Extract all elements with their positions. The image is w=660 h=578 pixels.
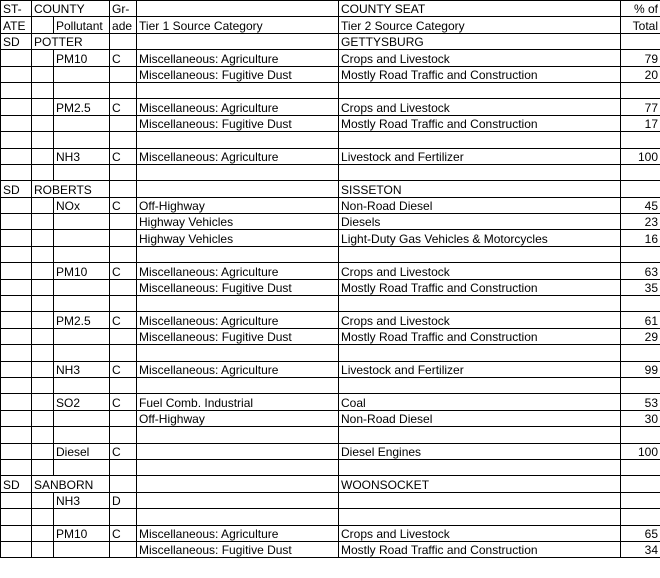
cell-percent-total [621, 377, 660, 393]
cell-grade: C [110, 525, 137, 541]
cell-grade [110, 509, 137, 525]
cell-tier1-source: Miscellaneous: Fugitive Dust [137, 541, 339, 557]
cell-state: SD [1, 476, 32, 492]
cell-county [32, 115, 54, 131]
cell-pollutant: Pollutant [54, 17, 110, 33]
cell-tier2-source: Crops and Livestock [339, 99, 621, 115]
cell-pollutant: SO2 [54, 394, 110, 410]
cell-tier1-source [137, 1, 339, 17]
cell-tier1-source [137, 509, 339, 525]
table-row [1, 427, 660, 443]
cell-pollutant: PM10 [54, 263, 110, 279]
table-row [1, 214, 660, 230]
cell-percent-total [621, 164, 660, 180]
cell-percent-total: 35 [621, 279, 660, 295]
cell-percent-total: 20 [621, 66, 660, 82]
cell-county [32, 132, 54, 148]
cell-tier2-source [339, 132, 621, 148]
cell-grade [110, 230, 137, 246]
table-row [1, 345, 660, 361]
cell-county [32, 263, 54, 279]
cell-county [32, 312, 54, 328]
cell-tier2-source: GETTYSBURG [339, 33, 621, 49]
table-row [1, 132, 660, 148]
cell-tier2-source: Crops and Livestock [339, 312, 621, 328]
table-row [1, 263, 660, 279]
cell-percent-total: 77 [621, 99, 660, 115]
cell-county [32, 82, 54, 98]
cell-county: POTTER [32, 33, 110, 49]
cell-grade: ade [110, 17, 137, 33]
cell-percent-total: 23 [621, 214, 660, 230]
table-row [1, 410, 660, 426]
cell-grade: C [110, 443, 137, 459]
cell-percent-total: 63 [621, 263, 660, 279]
cell-grade [110, 476, 137, 492]
table-row [1, 115, 660, 131]
cell-tier2-source: Coal [339, 394, 621, 410]
cell-tier2-source: Crops and Livestock [339, 263, 621, 279]
cell-state [1, 492, 32, 508]
cell-grade: C [110, 148, 137, 164]
cell-county [32, 50, 54, 66]
cell-state [1, 50, 32, 66]
cell-state [1, 115, 32, 131]
cell-state [1, 296, 32, 312]
table-row [1, 230, 660, 246]
cell-tier1-source: Miscellaneous: Agriculture [137, 99, 339, 115]
cell-state [1, 99, 32, 115]
cell-state: ST- [1, 1, 32, 17]
cell-county [32, 148, 54, 164]
table-row [1, 246, 660, 262]
cell-percent-total: Total [621, 17, 660, 33]
cell-tier1-source [137, 82, 339, 98]
cell-percent-total [621, 132, 660, 148]
cell-grade [110, 181, 137, 197]
cell-grade: C [110, 50, 137, 66]
cell-tier1-source [137, 296, 339, 312]
cell-state [1, 148, 32, 164]
cell-tier2-source [339, 509, 621, 525]
table-row [1, 279, 660, 295]
cell-percent-total: 79 [621, 50, 660, 66]
cell-percent-total: 17 [621, 115, 660, 131]
cell-tier1-source [137, 33, 339, 49]
cell-grade [110, 82, 137, 98]
cell-pollutant [54, 345, 110, 361]
cell-state [1, 246, 32, 262]
cell-grade [110, 296, 137, 312]
table-row [1, 312, 660, 328]
table-row [1, 377, 660, 393]
cell-percent-total [621, 459, 660, 475]
cell-tier2-source [339, 459, 621, 475]
cell-tier2-source: Mostly Road Traffic and Construction [339, 279, 621, 295]
cell-state [1, 164, 32, 180]
table-row [1, 181, 660, 197]
cell-tier1-source: Highway Vehicles [137, 214, 339, 230]
cell-state [1, 66, 32, 82]
cell-tier2-source: Mostly Road Traffic and Construction [339, 66, 621, 82]
cell-state: SD [1, 33, 32, 49]
cell-pollutant [54, 132, 110, 148]
cell-tier1-source: Fuel Comb. Industrial [137, 394, 339, 410]
cell-tier1-source: Miscellaneous: Agriculture [137, 312, 339, 328]
cell-percent-total: % of [621, 1, 660, 17]
cell-grade [110, 377, 137, 393]
cell-state [1, 509, 32, 525]
cell-state [1, 328, 32, 344]
cell-tier2-source [339, 164, 621, 180]
cell-county: ROBERTS [32, 181, 110, 197]
cell-percent-total: 65 [621, 525, 660, 541]
table-row [1, 361, 660, 377]
table-row [1, 296, 660, 312]
cell-grade [110, 246, 137, 262]
cell-percent-total [621, 296, 660, 312]
cell-state: SD [1, 181, 32, 197]
cell-pollutant: NOx [54, 197, 110, 213]
cell-county [32, 328, 54, 344]
cell-percent-total [621, 476, 660, 492]
header-row [1, 17, 660, 33]
cell-county [32, 230, 54, 246]
table-row [1, 509, 660, 525]
cell-grade [110, 214, 137, 230]
cell-tier1-source [137, 181, 339, 197]
cell-pollutant: Diesel [54, 443, 110, 459]
table-body [1, 1, 660, 558]
table-row [1, 443, 660, 459]
cell-tier2-source: Tier 2 Source Category [339, 17, 621, 33]
cell-county: SANBORN [32, 476, 110, 492]
cell-grade [110, 410, 137, 426]
cell-percent-total [621, 345, 660, 361]
cell-pollutant [54, 410, 110, 426]
cell-tier1-source: Miscellaneous: Agriculture [137, 361, 339, 377]
cell-pollutant [54, 214, 110, 230]
cell-grade: C [110, 394, 137, 410]
cell-tier2-source [339, 296, 621, 312]
table-row [1, 394, 660, 410]
cell-grade [110, 164, 137, 180]
cell-county [32, 509, 54, 525]
cell-tier2-source: COUNTY SEAT [339, 1, 621, 17]
cell-tier2-source: Crops and Livestock [339, 525, 621, 541]
cell-state [1, 279, 32, 295]
cell-tier1-source: Miscellaneous: Fugitive Dust [137, 279, 339, 295]
cell-tier1-source: Miscellaneous: Fugitive Dust [137, 66, 339, 82]
cell-state [1, 427, 32, 443]
cell-tier2-source [339, 377, 621, 393]
cell-county [32, 345, 54, 361]
cell-pollutant [54, 279, 110, 295]
cell-grade [110, 279, 137, 295]
cell-county [32, 427, 54, 443]
cell-tier2-source: SISSETON [339, 181, 621, 197]
cell-county [32, 17, 54, 33]
cell-grade [110, 66, 137, 82]
cell-grade [110, 115, 137, 131]
cell-pollutant: PM2.5 [54, 312, 110, 328]
cell-tier2-source: Diesel Engines [339, 443, 621, 459]
table-row [1, 148, 660, 164]
cell-county: COUNTY [32, 1, 110, 17]
cell-percent-total [621, 33, 660, 49]
cell-tier1-source: Miscellaneous: Agriculture [137, 525, 339, 541]
cell-county [32, 443, 54, 459]
table-row [1, 99, 660, 115]
cell-grade [110, 427, 137, 443]
cell-county [32, 197, 54, 213]
cell-pollutant [54, 66, 110, 82]
cell-county [32, 394, 54, 410]
table-row [1, 492, 660, 508]
cell-state [1, 82, 32, 98]
cell-percent-total [621, 82, 660, 98]
cell-pollutant: NH3 [54, 148, 110, 164]
cell-pollutant [54, 427, 110, 443]
cell-grade: Gr- [110, 1, 137, 17]
table-row [1, 82, 660, 98]
cell-tier2-source [339, 246, 621, 262]
cell-percent-total: 16 [621, 230, 660, 246]
cell-state [1, 459, 32, 475]
cell-state [1, 214, 32, 230]
cell-pollutant [54, 459, 110, 475]
cell-county [32, 377, 54, 393]
cell-tier1-source: Miscellaneous: Fugitive Dust [137, 328, 339, 344]
cell-county [32, 492, 54, 508]
cell-county [32, 296, 54, 312]
cell-pollutant [54, 296, 110, 312]
cell-tier1-source [137, 132, 339, 148]
cell-tier1-source [137, 476, 339, 492]
cell-tier1-source [137, 345, 339, 361]
cell-percent-total [621, 181, 660, 197]
table-row [1, 541, 660, 557]
cell-state [1, 394, 32, 410]
cell-pollutant [54, 82, 110, 98]
cell-grade [110, 328, 137, 344]
table-row [1, 328, 660, 344]
cell-grade: C [110, 99, 137, 115]
table-row [1, 476, 660, 492]
cell-pollutant [54, 246, 110, 262]
table-row [1, 459, 660, 475]
cell-grade [110, 132, 137, 148]
cell-tier1-source [137, 246, 339, 262]
cell-tier2-source: Mostly Road Traffic and Construction [339, 541, 621, 557]
cell-percent-total: 61 [621, 312, 660, 328]
cell-state [1, 312, 32, 328]
cell-tier1-source [137, 164, 339, 180]
cell-county [32, 410, 54, 426]
cell-pollutant [54, 509, 110, 525]
cell-tier1-source: Miscellaneous: Agriculture [137, 148, 339, 164]
cell-tier1-source: Highway Vehicles [137, 230, 339, 246]
cell-tier2-source: Mostly Road Traffic and Construction [339, 328, 621, 344]
cell-tier1-source: Off-Highway [137, 197, 339, 213]
cell-grade [110, 541, 137, 557]
cell-grade [110, 33, 137, 49]
cell-county [32, 66, 54, 82]
cell-pollutant [54, 230, 110, 246]
cell-county [32, 541, 54, 557]
cell-tier2-source: Diesels [339, 214, 621, 230]
cell-state [1, 132, 32, 148]
cell-tier1-source: Miscellaneous: Fugitive Dust [137, 115, 339, 131]
cell-tier2-source [339, 427, 621, 443]
cell-grade: D [110, 492, 137, 508]
cell-tier1-source: Miscellaneous: Agriculture [137, 263, 339, 279]
cell-tier2-source: Light-Duty Gas Vehicles & Motorcycles [339, 230, 621, 246]
cell-state [1, 263, 32, 279]
cell-percent-total [621, 492, 660, 508]
cell-pollutant: PM10 [54, 50, 110, 66]
cell-percent-total [621, 427, 660, 443]
cell-pollutant [54, 377, 110, 393]
cell-state [1, 377, 32, 393]
cell-state [1, 230, 32, 246]
cell-pollutant [54, 164, 110, 180]
cell-tier1-source [137, 492, 339, 508]
cell-percent-total: 30 [621, 410, 660, 426]
cell-tier2-source: Non-Road Diesel [339, 410, 621, 426]
cell-grade [110, 459, 137, 475]
cell-pollutant: PM2.5 [54, 99, 110, 115]
cell-percent-total: 100 [621, 148, 660, 164]
cell-state [1, 410, 32, 426]
cell-pollutant [54, 328, 110, 344]
cell-county [32, 246, 54, 262]
cell-state: ATE [1, 17, 32, 33]
cell-percent-total: 45 [621, 197, 660, 213]
table-row [1, 197, 660, 213]
cell-county [32, 99, 54, 115]
cell-tier1-source: Miscellaneous: Agriculture [137, 50, 339, 66]
cell-pollutant [54, 115, 110, 131]
cell-tier1-source [137, 427, 339, 443]
cell-tier1-source: Tier 1 Source Category [137, 17, 339, 33]
cell-tier1-source: Off-Highway [137, 410, 339, 426]
cell-grade: C [110, 361, 137, 377]
cell-tier2-source [339, 492, 621, 508]
cell-grade: C [110, 263, 137, 279]
cell-percent-total [621, 509, 660, 525]
cell-tier2-source: WOONSOCKET [339, 476, 621, 492]
cell-tier2-source [339, 345, 621, 361]
cell-grade: C [110, 312, 137, 328]
cell-percent-total: 100 [621, 443, 660, 459]
cell-county [32, 459, 54, 475]
table-row [1, 164, 660, 180]
cell-pollutant: NH3 [54, 361, 110, 377]
cell-percent-total: 99 [621, 361, 660, 377]
cell-percent-total: 34 [621, 541, 660, 557]
cell-pollutant: PM10 [54, 525, 110, 541]
cell-state [1, 345, 32, 361]
cell-pollutant: NH3 [54, 492, 110, 508]
cell-tier2-source: Crops and Livestock [339, 50, 621, 66]
cell-pollutant [54, 541, 110, 557]
table-row [1, 50, 660, 66]
cell-state [1, 197, 32, 213]
cell-tier1-source [137, 459, 339, 475]
cell-grade: C [110, 197, 137, 213]
table-row [1, 33, 660, 49]
cell-county [32, 164, 54, 180]
cell-tier2-source: Livestock and Fertilizer [339, 361, 621, 377]
cell-tier2-source [339, 82, 621, 98]
cell-tier1-source [137, 443, 339, 459]
table-row [1, 525, 660, 541]
cell-state [1, 525, 32, 541]
cell-county [32, 525, 54, 541]
cell-tier2-source: Mostly Road Traffic and Construction [339, 115, 621, 131]
cell-percent-total: 29 [621, 328, 660, 344]
cell-state [1, 541, 32, 557]
cell-percent-total [621, 246, 660, 262]
cell-tier1-source [137, 377, 339, 393]
cell-grade [110, 345, 137, 361]
cell-state [1, 443, 32, 459]
header-row [1, 1, 660, 17]
cell-state [1, 361, 32, 377]
cell-tier2-source: Livestock and Fertilizer [339, 148, 621, 164]
cell-county [32, 214, 54, 230]
cell-percent-total: 53 [621, 394, 660, 410]
cell-tier2-source: Non-Road Diesel [339, 197, 621, 213]
table-row [1, 66, 660, 82]
cell-county [32, 279, 54, 295]
cell-county [32, 361, 54, 377]
